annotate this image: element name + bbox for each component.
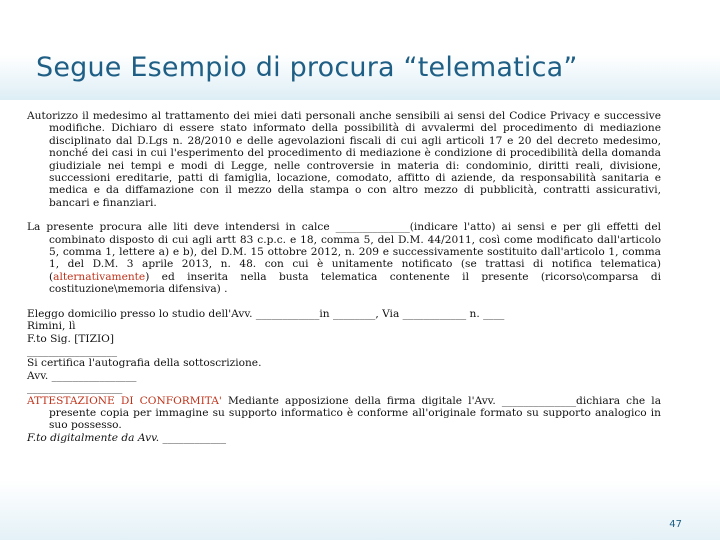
consent-paragraph: Autorizzo il medesimo al trattamento dei miei dati personali anche sensibili ai sensi del Codice Privacy e successive modifiche. Dichiaro di essere stato informato della possibilità di avvalermi del procedimento di mediazione disciplinato dal D.Lgs n. 28/2010 e delle agevolazioni fiscali di cui agli articoli 17 e 20 del decreto medesimo, nonché dei casi in cui l'esperimento del procedimento di mediazione è condizione di procedibilità della domanda giudiziale nei tempi e modi di Legge, nelle controversie in materia di: condominio, diritti reali, divisione, successioni ereditarie, patti di famiglia, locazione, comodato, affitto di aziende, da responsabilità sanitaria e medica e da diffamazione con il mezzo della stampa o con altro mezzo di pubblicità, contratti assicurativi, bancari e finanziari. [27,110,661,209]
header-band [0,0,720,100]
alternatively-highlight: alternativamente [53,270,146,283]
signature-rule: _________________ [27,344,118,357]
client-signature: F.to Sig. [TIZIO] [27,332,114,345]
page-number: 47 [669,519,682,530]
lawyer-line: Avv. ________________ [27,369,137,382]
lawyer-rule: __________________ [27,382,123,395]
attestation-heading: ATTESTAZIONE DI CONFORMITA' [27,394,222,407]
spacer [27,296,661,308]
procura-text-before: La presente procura alle liti deve intendersi in calce ______________(indicare l'atto) ai sensi e per gli effetti del combinato disposto di cui agli artt 83 c.p.c. e 18, comma 5, del D.M. 44/2011, così come modificato dall'articolo 5, comma 1, lettere a) e b), del D.M. 15 ottobre 2012, n. 209 e successivamente sostituito dall'articolo 1, comma 1, del D.M. 3 aprile 2013, n. 48. con cui è unitamente notificato (se trattasi di notifica telematica) ( [27,221,661,283]
certification-line: Si certifica l'autografia della sottoscrizione. [27,357,262,370]
digital-signature-line: F.to digitalmente da Avv. ____________ [27,431,227,444]
attestation-paragraph [27,395,661,432]
slide-title: Segue Esempio di procura “telematica” [36,52,578,83]
domicile-line: Eleggo domicilio presso lo studio dell'Avv. ____________in ________, Via ____________ n. ____ [27,307,505,320]
spacer [27,209,661,221]
footer-band [0,480,720,540]
procura-text-after: ) ed inserita nella busta telematica contenente il presente (ricorso\comparsa di costituzione\memoria difensiva) . [49,270,661,296]
place-date: Rimini, lì [27,320,76,333]
attestation-text: Mediante apposizione della firma digitale l'Avv. ______________dichiara che la presente copia per immagine su supporto informatico è conforme all'originale formato su supporto analogico in suo possesso. [49,394,662,432]
document-body [27,110,661,444]
procura-paragraph [27,221,661,295]
